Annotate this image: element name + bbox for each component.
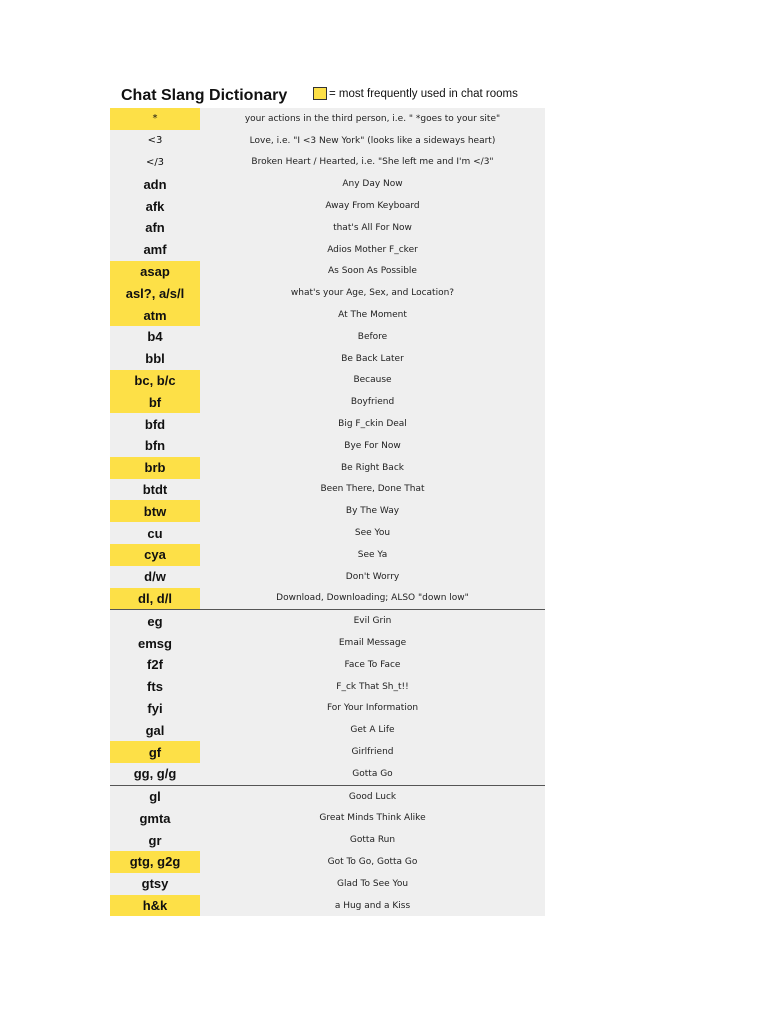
slang-abbreviation: dl, d/l bbox=[110, 588, 200, 610]
slang-abbreviation: afn bbox=[145, 220, 165, 236]
slang-abbreviation: fyi bbox=[147, 700, 163, 716]
table-row bbox=[110, 130, 545, 152]
slang-meaning: F_ck That Sh_t!! bbox=[336, 681, 409, 692]
table-row bbox=[110, 610, 545, 632]
slang-meaning: Bye For Now bbox=[344, 440, 401, 451]
slang-meaning: Great Minds Think Alike bbox=[319, 813, 426, 824]
slang-meaning: Love, i.e. "I <3 New York" (looks like a sideways heart) bbox=[249, 135, 496, 146]
slang-abbreviation: emsg bbox=[138, 635, 172, 651]
page-title: Chat Slang Dictionary bbox=[121, 87, 288, 104]
table-row bbox=[110, 413, 545, 435]
slang-abbreviation: gtg, g2g bbox=[110, 851, 200, 873]
slang-meaning: Be Right Back bbox=[341, 462, 404, 473]
slang-meaning: Adios Mother F_cker bbox=[327, 244, 418, 255]
slang-meaning: Don't Worry bbox=[345, 571, 400, 582]
slang-abbreviation: bf bbox=[110, 391, 200, 413]
table-row bbox=[110, 808, 545, 830]
slang-abbreviation: bc, b/c bbox=[110, 370, 200, 392]
slang-abbreviation: bbl bbox=[145, 351, 165, 367]
slang-meaning: See Ya bbox=[357, 549, 388, 560]
slang-meaning: For Your Information bbox=[326, 703, 419, 714]
slang-meaning: Big F_ckin Deal bbox=[338, 419, 407, 430]
slang-meaning: Download, Downloading; ALSO "down low" bbox=[276, 593, 469, 604]
slang-table bbox=[110, 108, 545, 916]
slang-meaning: Girlfriend bbox=[351, 747, 394, 757]
slang-abbreviation: gr bbox=[148, 832, 162, 848]
slang-meaning: your actions in the third person, i.e. " *goes to your site" bbox=[244, 113, 501, 124]
slang-meaning: what's your Age, Sex, and Location? bbox=[290, 288, 455, 299]
table-row bbox=[110, 173, 545, 195]
table-row bbox=[110, 282, 545, 304]
table-row bbox=[110, 741, 545, 763]
slang-meaning: a Hug and a Kiss bbox=[334, 900, 411, 911]
slang-abbreviation: afk bbox=[145, 198, 165, 214]
slang-meaning: Get A Life bbox=[350, 725, 395, 736]
table-row bbox=[110, 873, 545, 895]
table-row bbox=[110, 370, 545, 392]
slang-abbreviation: * bbox=[110, 108, 200, 130]
slang-abbreviation: fts bbox=[147, 679, 163, 695]
slang-meaning: that's All For Now bbox=[333, 222, 412, 233]
slang-meaning: Any Day Now bbox=[342, 179, 403, 190]
table-row bbox=[110, 786, 545, 808]
slang-meaning: Good Luck bbox=[348, 791, 397, 802]
slang-meaning: By The Way bbox=[345, 506, 400, 517]
table-row bbox=[110, 108, 545, 130]
table-row bbox=[110, 676, 545, 698]
table-row bbox=[110, 763, 545, 786]
table-row bbox=[110, 698, 545, 720]
slang-meaning: Because bbox=[353, 375, 392, 386]
table-row bbox=[110, 544, 545, 566]
slang-abbreviation: gal bbox=[145, 722, 165, 738]
slang-abbreviation: gtsy bbox=[141, 876, 169, 892]
table-row bbox=[110, 522, 545, 544]
slang-meaning: Broken Heart / Hearted, i.e. "She left me and I'm </3" bbox=[251, 157, 494, 168]
slang-abbreviation: gg, g/g bbox=[133, 766, 177, 782]
slang-abbreviation: eg bbox=[147, 613, 163, 629]
table-row bbox=[110, 829, 545, 851]
slang-meaning: Gotta Run bbox=[349, 835, 396, 846]
slang-meaning: At The Moment bbox=[338, 310, 407, 321]
table-row bbox=[110, 239, 545, 261]
slang-abbreviation: f2f bbox=[147, 657, 163, 673]
slang-abbreviation: atm bbox=[110, 304, 200, 326]
slang-abbreviation: brb bbox=[110, 457, 200, 479]
legend bbox=[313, 87, 518, 100]
slang-abbreviation: gl bbox=[149, 789, 161, 805]
slang-abbreviation: btdt bbox=[142, 481, 168, 497]
table-row bbox=[110, 851, 545, 873]
slang-abbreviation: h&k bbox=[110, 895, 200, 917]
table-row bbox=[110, 152, 545, 174]
table-row bbox=[110, 195, 545, 217]
slang-meaning: Face To Face bbox=[344, 659, 401, 670]
table-row bbox=[110, 719, 545, 741]
highlight-swatch-icon bbox=[313, 87, 327, 100]
slang-meaning: See You bbox=[354, 528, 391, 539]
table-row bbox=[110, 895, 545, 917]
slang-abbreviation: d/w bbox=[144, 569, 166, 585]
legend-text: = most frequently used in chat rooms bbox=[329, 87, 518, 100]
slang-abbreviation: cya bbox=[110, 544, 200, 566]
slang-abbreviation: amf bbox=[143, 242, 167, 258]
table-row bbox=[110, 588, 545, 611]
table-row bbox=[110, 217, 545, 239]
slang-meaning: Boyfriend bbox=[350, 397, 395, 408]
table-row bbox=[110, 566, 545, 588]
slang-abbreviation: asap bbox=[110, 261, 200, 283]
slang-abbreviation: asl?, a/s/l bbox=[110, 282, 200, 304]
slang-meaning: Glad To See You bbox=[336, 878, 409, 889]
slang-meaning: Before bbox=[357, 331, 388, 342]
slang-meaning: Been There, Done That bbox=[320, 484, 425, 495]
slang-abbreviation: bfn bbox=[144, 438, 166, 454]
slang-meaning: Gotta Go bbox=[352, 768, 393, 779]
slang-abbreviation: bfd bbox=[144, 416, 166, 432]
slang-abbreviation: <3 bbox=[147, 135, 163, 147]
table-row bbox=[110, 435, 545, 457]
slang-abbreviation: gf bbox=[110, 741, 200, 763]
slang-abbreviation: adn bbox=[143, 176, 167, 192]
table-row bbox=[110, 391, 545, 413]
slang-abbreviation: btw bbox=[110, 500, 200, 522]
slang-abbreviation: cu bbox=[147, 525, 163, 541]
slang-abbreviation: </3 bbox=[145, 156, 165, 168]
slang-meaning: Email Message bbox=[338, 638, 407, 649]
slang-abbreviation: b4 bbox=[147, 329, 163, 345]
slang-meaning: Got To Go, Gotta Go bbox=[327, 856, 418, 867]
table-row bbox=[110, 304, 545, 326]
slang-abbreviation: gmta bbox=[139, 810, 171, 826]
table-row bbox=[110, 348, 545, 370]
slang-meaning: Evil Grin bbox=[353, 616, 392, 627]
slang-meaning: Away From Keyboard bbox=[325, 201, 420, 212]
table-row bbox=[110, 457, 545, 479]
slang-meaning: As Soon As Possible bbox=[328, 266, 417, 277]
table-row bbox=[110, 500, 545, 522]
table-row bbox=[110, 632, 545, 654]
table-row bbox=[110, 261, 545, 283]
table-row bbox=[110, 479, 545, 501]
table-row bbox=[110, 654, 545, 676]
slang-meaning: Be Back Later bbox=[341, 353, 404, 364]
table-row bbox=[110, 326, 545, 348]
